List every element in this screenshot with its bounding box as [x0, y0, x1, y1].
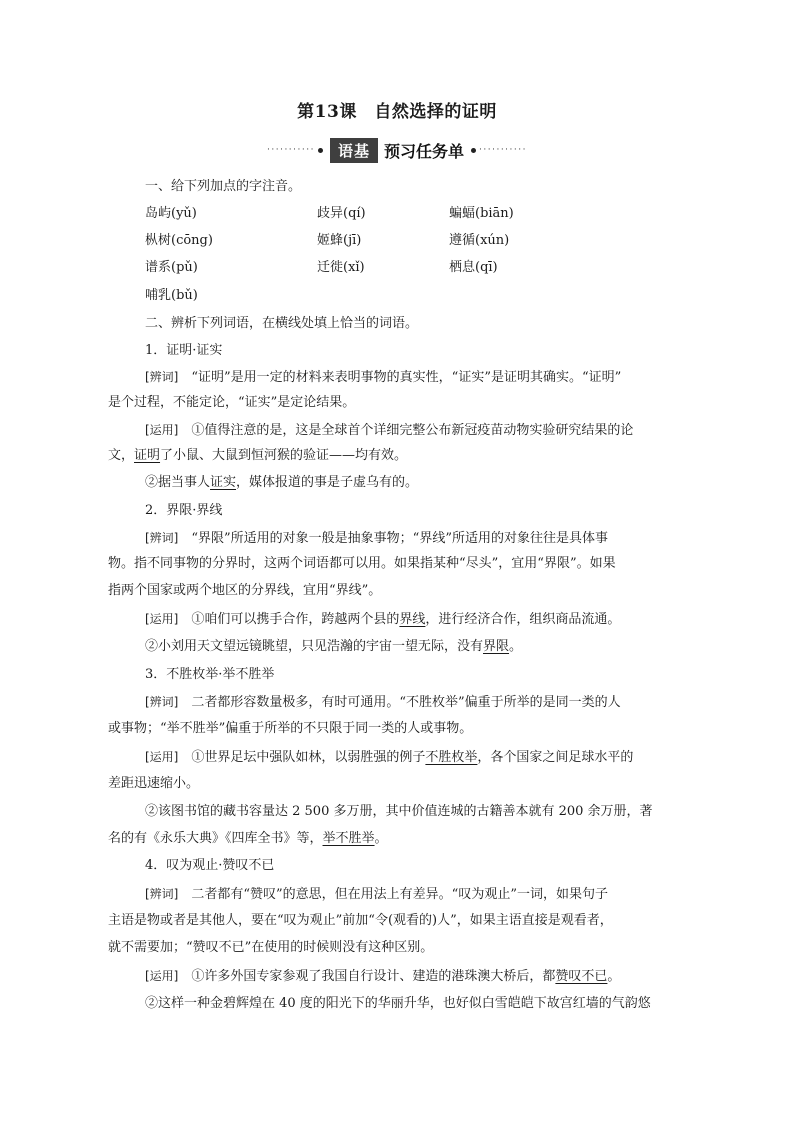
- answer-blank: 证实: [210, 475, 237, 490]
- entry-yunyong-line: 文，证明了小鼠、大鼠到恒河猴的验证——均有效。: [108, 448, 408, 463]
- banner-left-dots: ···········: [267, 145, 315, 155]
- entry-yunyong-line: ②这样一种金碧辉煌在 40 度的阳光下的华丽升华，也好似白雪皑皑下故宫红墙的气韵悠: [145, 996, 651, 1011]
- section-banner: [0, 136, 794, 164]
- section-1-heading: 一、给下列加点的字注音。: [145, 179, 302, 194]
- banner-badge: 语基: [330, 138, 378, 163]
- entry-yunyong-line: ②据当事人证实，媒体报道的事是子虚乌有的。: [145, 475, 419, 490]
- answer-blank: 界限: [483, 639, 510, 654]
- pinyin-item: 哺乳(bǔ): [145, 288, 198, 303]
- entry-title: 1．证明·证实: [145, 343, 223, 358]
- yunyong-tag: [运用]: [145, 969, 179, 983]
- bianci-tag: [辨词]: [145, 531, 179, 545]
- section-2-heading: 二、辨析下列词语，在横线处填上恰当的词语。: [145, 316, 419, 331]
- entry-yunyong-line: [运用] ①世界足坛中强队如林，以弱胜强的例子不胜枚举，各个国家之间足球水平的: [145, 750, 634, 765]
- entry-yunyong-line: 差距迅速缩小。: [108, 776, 200, 791]
- pinyin-item: 谱系(pǔ): [145, 260, 198, 275]
- entry-bianci-line: [辨词] 二者都有“赞叹”的意思，但在用法上有差异。“叹为观止”一词，如果句子: [145, 887, 608, 902]
- entry-yunyong-line: [运用] ①咱们可以携手合作，跨越两个县的界线，进行经济合作，组织商品流通。: [145, 612, 621, 627]
- pinyin-item: 枞树(cōng): [145, 233, 213, 248]
- bianci-tag: [辨词]: [145, 370, 179, 384]
- yunyong-tag: [运用]: [145, 750, 179, 764]
- answer-blank: 赞叹不已: [555, 969, 608, 984]
- entry-bianci-line: 就不需要加；“赞叹不已”在使用的时候则没有这种区别。: [108, 940, 434, 955]
- banner-dot-left: [318, 148, 323, 153]
- pinyin-item: 歧异(qí): [317, 206, 366, 221]
- entry-bianci-line: [辨词] “界限”所适用的对象一般是抽象事物；“界线”所适用的对象往往是具体事: [145, 531, 608, 546]
- pinyin-item: 姬蜂(jī): [317, 233, 362, 248]
- entry-yunyong-line: [运用] ①许多外国专家参观了我国自行设计、建造的港珠澳大桥后，都赞叹不已。: [145, 969, 621, 984]
- answer-blank: 不胜枚举: [425, 750, 478, 765]
- banner-right-dots: ···········: [479, 145, 527, 155]
- entry-title: 4．叹为观止·赞叹不已: [145, 858, 275, 873]
- entry-yunyong-line: ②小刘用天文望远镜眺望，只见浩瀚的宇宙一望无际，没有界限。: [145, 639, 523, 654]
- entry-yunyong-line: 名的有《永乐大典》《四库全书》等，举不胜举。: [108, 831, 388, 846]
- entry-title: 3．不胜枚举·举不胜举: [145, 667, 275, 682]
- entry-yunyong-line: ②该图书馆的藏书容量达 2 500 多万册，其中价值连城的古籍善本就有 200 余万册，著: [145, 804, 653, 819]
- entry-bianci-line: [辨词] “证明”是用一定的材料来表明事物的真实性，“证实”是证明其确实。“证明”: [145, 370, 622, 385]
- yunyong-tag: [运用]: [145, 612, 179, 626]
- entry-bianci-line: 主语是物或者是其他人，要在“叹为观止”前加“令(观看的)人”，如果主语直接是观看者，: [108, 913, 613, 928]
- bianci-tag: [辨词]: [145, 695, 179, 709]
- entry-bianci-line: [辨词] 二者都形容数量极多，有时可通用。“不胜枚举”偏重于所举的是同一类的人: [145, 695, 621, 710]
- yunyong-tag: [运用]: [145, 423, 179, 437]
- bianci-tag: [辨词]: [145, 887, 179, 901]
- lesson-title: 第13课 自然选择的证明: [297, 102, 497, 122]
- entry-bianci-line: 是个过程，不能定论，“证实”是定论结果。: [108, 395, 356, 410]
- entry-bianci-line: 或事物；“举不胜举”偏重于所举的不只限于同一类的人或事物。: [108, 721, 473, 736]
- pinyin-item: 蝙蝠(biān): [449, 206, 514, 221]
- pinyin-item: 遵循(xún): [449, 233, 510, 248]
- entry-yunyong-line: [运用] ①值得注意的是，这是全球首个详细完整公布新冠疫苗动物实验研究结果的论: [145, 423, 634, 438]
- answer-blank: 举不胜举: [322, 831, 375, 846]
- answer-blank: 证明: [134, 448, 161, 463]
- pinyin-item: 迁徙(xǐ): [317, 260, 365, 275]
- entry-title: 2．界限·界线: [145, 503, 223, 518]
- answer-blank: 界线: [399, 612, 426, 627]
- pinyin-item: 岛屿(yǔ): [145, 206, 197, 221]
- entry-bianci-line: 指两个国家或两个地区的分界线，宜用“界线”。: [108, 583, 382, 598]
- pinyin-item: 栖息(qī): [449, 260, 498, 275]
- banner-label: 预习任务单: [384, 141, 465, 161]
- entry-bianci-line: 物。指不同事物的分界时，这两个词语都可以用。如果指某种“尽头”，宜用“界限”。如果: [108, 556, 616, 571]
- banner-dot-right: [471, 148, 476, 153]
